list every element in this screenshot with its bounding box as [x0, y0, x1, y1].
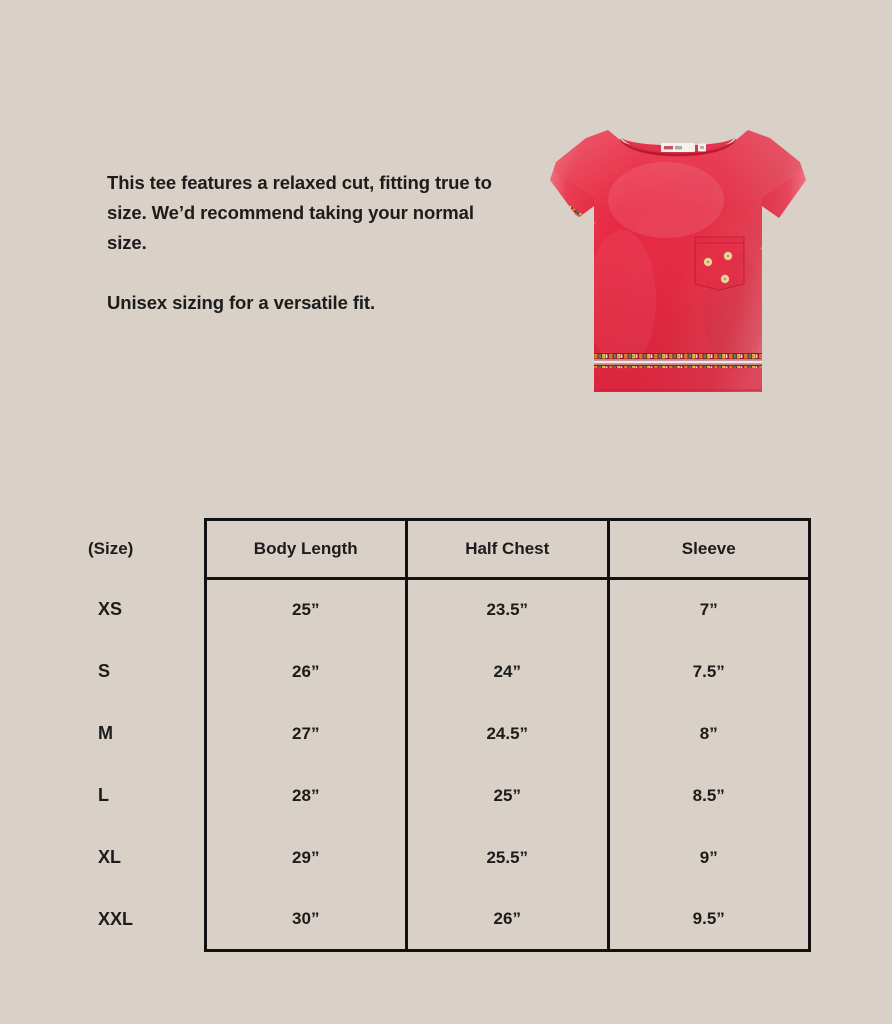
column-header-sleeve: Sleeve — [608, 520, 810, 579]
table-row — [84, 827, 810, 889]
cell-body-length: 28” — [205, 765, 407, 827]
row-size-label: L — [98, 785, 109, 805]
cell-sleeve: 9.5” — [608, 889, 810, 951]
product-image — [548, 110, 808, 395]
cell-half-chest: 23.5” — [407, 579, 609, 641]
cell-body-length: 25” — [205, 579, 407, 641]
sleeve-trim-right — [760, 213, 808, 258]
cell-sleeve: 7” — [608, 579, 810, 641]
row-size-label: XS — [98, 599, 123, 619]
cell-body-length: 29” — [205, 827, 407, 889]
cell-sleeve: 9” — [608, 827, 810, 889]
description-paragraph-unisex: Unisex sizing for a versatile fit. — [107, 292, 376, 313]
cell-sleeve: 8.5” — [608, 765, 810, 827]
size-chart — [84, 518, 810, 960]
table-row — [84, 641, 810, 703]
row-size-label: S — [98, 661, 111, 681]
size-table-header — [84, 520, 810, 579]
tshirt-body — [548, 130, 808, 393]
table-row — [84, 889, 810, 951]
cell-half-chest: 25” — [407, 765, 609, 827]
cell-body-length: 26” — [205, 641, 407, 703]
size-table — [84, 518, 811, 952]
row-size-label: XXL — [98, 909, 134, 929]
product-description — [107, 168, 507, 318]
row-size-label: XL — [98, 847, 122, 867]
cell-sleeve: 8” — [608, 703, 810, 765]
cell-half-chest: 24” — [407, 641, 609, 703]
cell-body-length: 30” — [205, 889, 407, 951]
column-header-body-length: Body Length — [205, 520, 407, 579]
table-row — [84, 703, 810, 765]
neck-label — [661, 143, 706, 152]
column-header-size: (Size) — [88, 539, 134, 558]
cell-half-chest: 26” — [407, 889, 609, 951]
cell-body-length: 27” — [205, 703, 407, 765]
row-size-label: M — [98, 723, 113, 743]
size-table-body — [84, 579, 810, 951]
cell-half-chest: 24.5” — [407, 703, 609, 765]
table-row — [84, 765, 810, 827]
description-paragraph-fit: This tee features a relaxed cut, fitting true to size. We’d recommend taking your normal size. — [107, 172, 492, 253]
table-row — [84, 579, 810, 641]
chest-pocket — [695, 237, 744, 290]
tshirt-illustration — [548, 110, 808, 395]
header-row — [84, 520, 810, 579]
cell-sleeve: 7.5” — [608, 641, 810, 703]
cell-half-chest: 25.5” — [407, 827, 609, 889]
column-header-half-chest: Half Chest — [407, 520, 609, 579]
hem-trim — [594, 353, 762, 368]
